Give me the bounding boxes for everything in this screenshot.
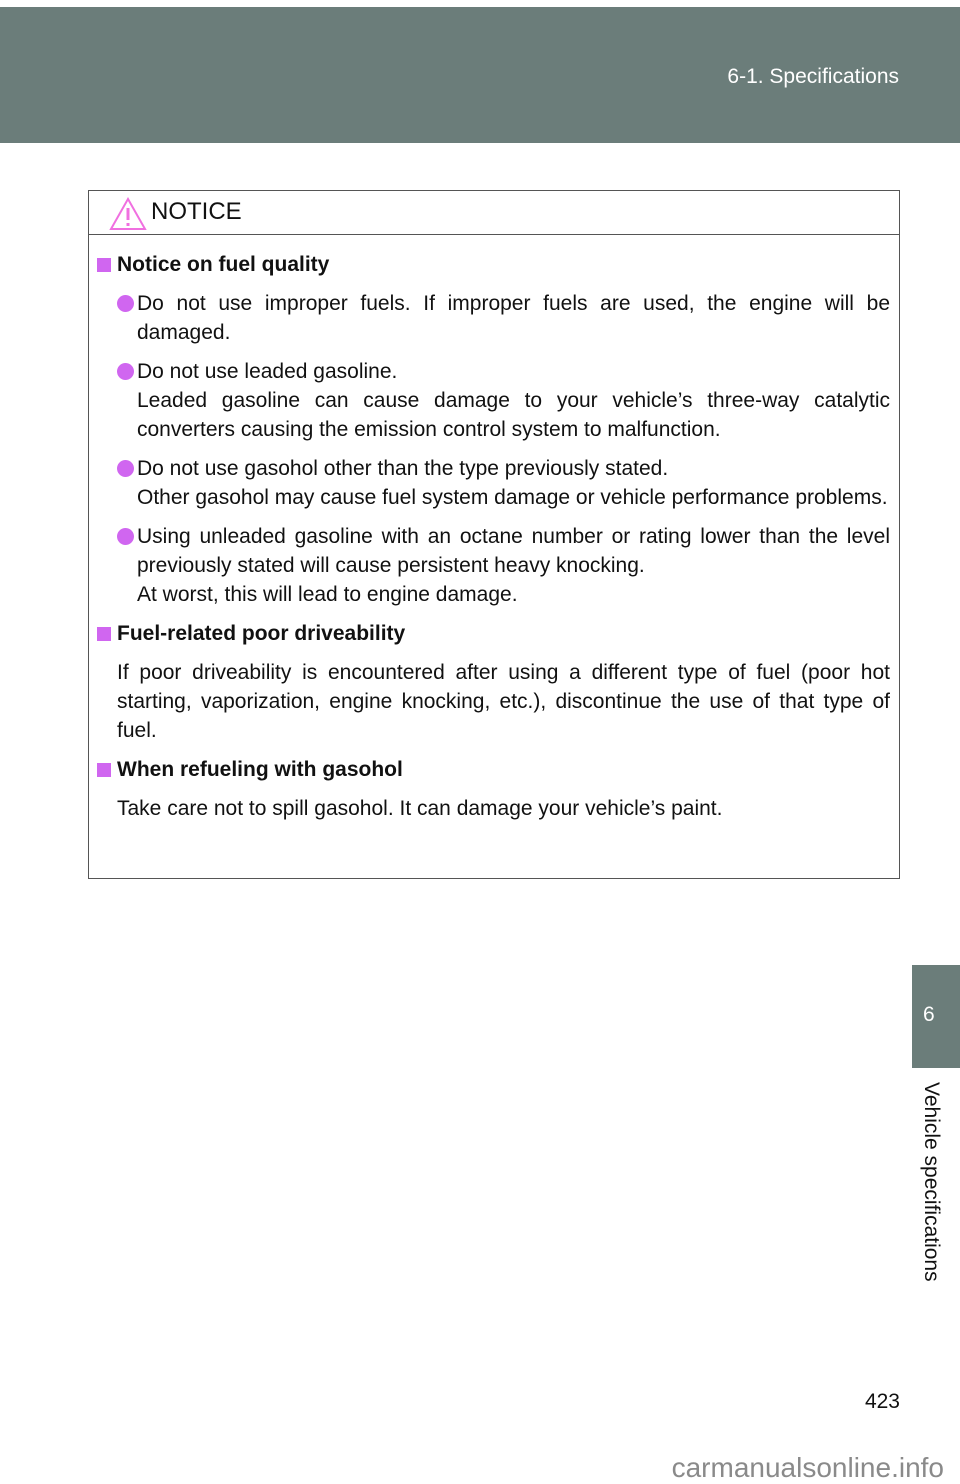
header-band: [0, 7, 960, 143]
circle-bullet-icon: [117, 363, 134, 380]
paragraph: If poor driveability is encountered after using a different type of fuel (poor hot starting, vaporization, engine knocking, etc.), discontinue the use of that type of fuel.: [117, 661, 890, 742]
paragraph: Take care not to spill gasohol. It can damage your vehicle’s paint.: [117, 797, 723, 820]
circle-bullet-icon: [117, 295, 134, 312]
square-bullet-icon: [97, 258, 111, 272]
section-title: 6-1. Specifications: [727, 65, 899, 88]
section-heading: [96, 250, 890, 279]
heading-text: Fuel-related poor driveability: [117, 622, 406, 645]
chapter-label: Vehicle specifications: [920, 1082, 943, 1282]
item-text: Using unleaded gasoline with an octane number or rating lower than the level previously stated will cause persistent heavy knocking.: [137, 525, 890, 577]
watermark: carmanualsonline.info: [671, 1452, 944, 1483]
item-detail: Other gasohol may cause fuel system damage or vehicle performance problems.: [137, 486, 888, 509]
page-number: 423: [864, 1390, 900, 1413]
circle-bullet-icon: [117, 528, 134, 545]
heading-text: Notice on fuel quality: [117, 253, 330, 276]
item-detail: At worst, this will lead to engine damage.: [137, 583, 518, 606]
list-item: [96, 357, 890, 444]
notice-box: [88, 190, 900, 879]
circle-bullet-icon: [117, 460, 134, 477]
warning-icon: [109, 197, 147, 231]
heading-text: When refueling with gasohol: [117, 758, 403, 781]
list-item: [96, 454, 890, 512]
chapter-tab[interactable]: [912, 965, 960, 1068]
item-text: Do not use leaded gasoline.: [137, 360, 398, 383]
square-bullet-icon: [97, 627, 111, 641]
notice-header: [89, 191, 899, 235]
item-text: Do not use improper fuels. If improper fuels are used, the engine will be damaged.: [137, 292, 890, 344]
section-heading: [96, 619, 890, 648]
square-bullet-icon: [97, 763, 111, 777]
chapter-number: 6: [923, 1003, 935, 1026]
item-text: Do not use gasohol other than the type previously stated.: [137, 457, 669, 480]
item-detail: Leaded gasoline can cause damage to your vehicle’s three-way catalytic converters causing the emission control system to malfunction.: [137, 389, 890, 441]
notice-content: [96, 250, 890, 823]
list-item: [96, 522, 890, 609]
section-heading: [96, 755, 890, 784]
list-item: [96, 289, 890, 347]
notice-title: NOTICE: [151, 198, 242, 225]
